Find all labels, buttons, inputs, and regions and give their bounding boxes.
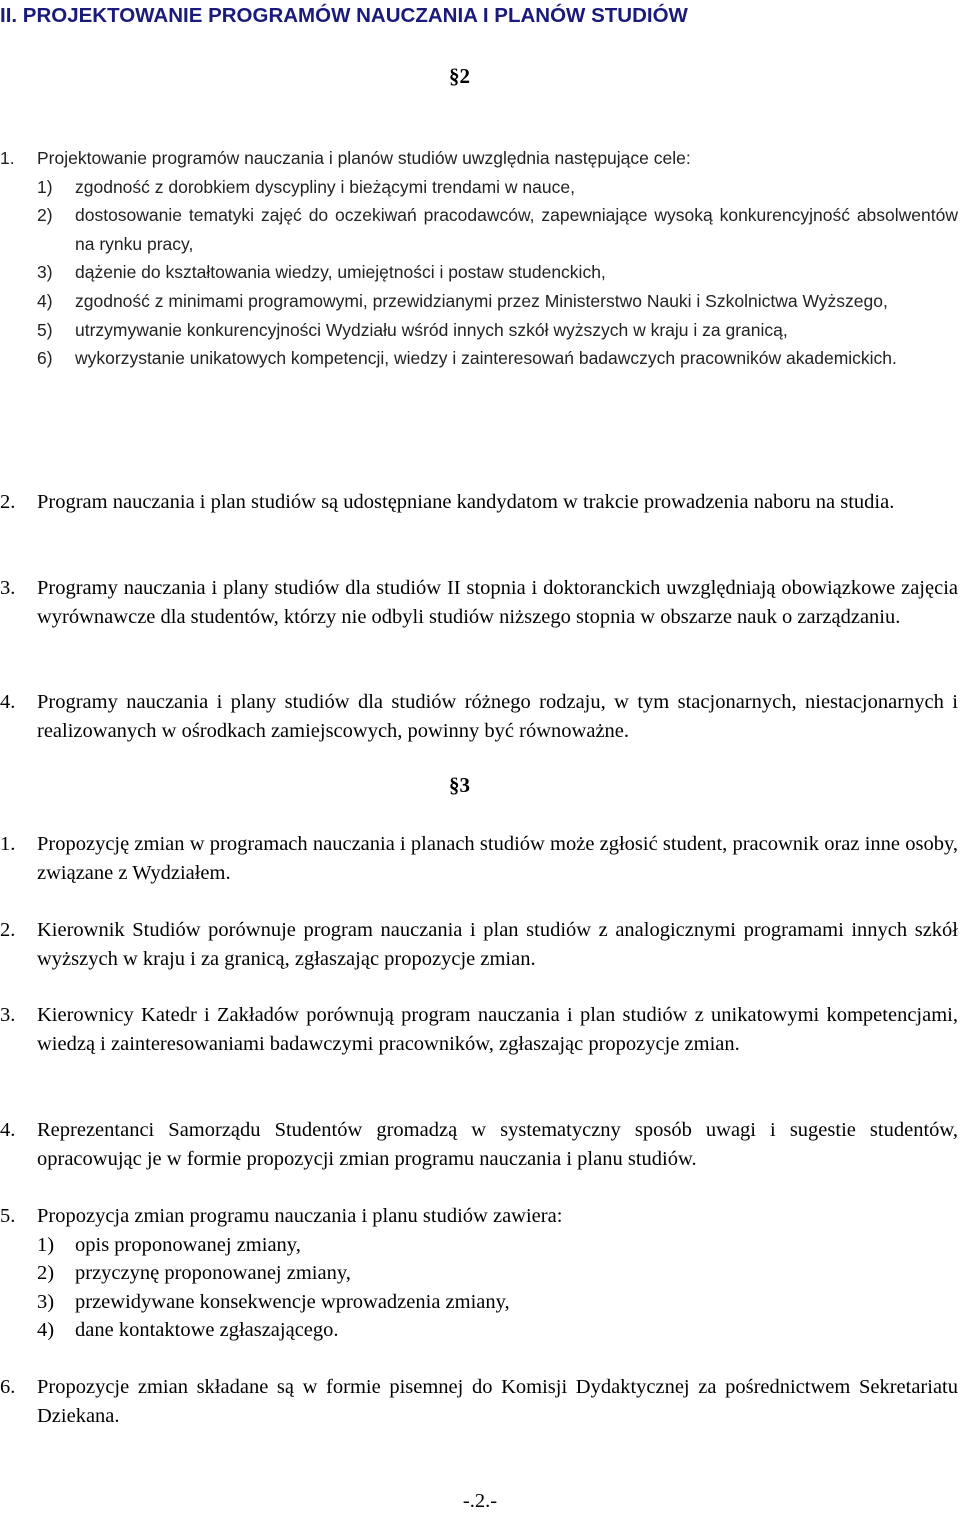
list-item bbox=[0, 1288, 958, 1317]
list-item bbox=[0, 173, 958, 202]
chapter-heading: II. PROJEKTOWANIE PROGRAMÓW NAUCZANIA I PLANÓW STUDIÓW bbox=[0, 4, 688, 27]
list-item-text: przyczynę proponowanej zmiany, bbox=[75, 1262, 351, 1284]
paragraph-text: Programy nauczania i plany studiów dla studiów II stopnia i doktoranckich uwzględniają obowiązkowe zajęcia wyrównawcze dla studentów, którzy nie odbyli studiów niższego stopnia w obszarze nauk o zarządzaniu. bbox=[37, 577, 958, 628]
list-item bbox=[0, 201, 958, 258]
list-item-number: 6) bbox=[37, 348, 53, 369]
list-item-text: dane kontaktowe zgłaszającego. bbox=[75, 1319, 339, 1341]
list-item-text: opis proponowanej zmiany, bbox=[75, 1233, 301, 1256]
section-title-2: §2 bbox=[449, 64, 470, 88]
section3-paragraph-4 bbox=[0, 1116, 958, 1173]
section2-paragraph-2 bbox=[0, 488, 958, 517]
paragraph-text: Projektowanie programów nauczania i planów studiów uwzględnia następujące cele: bbox=[37, 148, 691, 168]
section3-paragraph-5 bbox=[0, 1202, 958, 1345]
section3-paragraph-3 bbox=[0, 1001, 958, 1058]
list-item bbox=[0, 316, 958, 345]
list-item bbox=[0, 287, 958, 316]
list-item-number: 1) bbox=[37, 176, 53, 197]
list-item bbox=[0, 1316, 958, 1345]
list-item bbox=[0, 1231, 958, 1260]
list-item-number: 2) bbox=[37, 205, 53, 226]
list-item bbox=[0, 1259, 958, 1288]
list-item-number: 1) bbox=[37, 1233, 55, 1256]
list-item-text: zgodność z minimami programowymi, przewidzianymi przez Ministerstwo Nauki i Szkolnictwa Wyższego, bbox=[75, 290, 888, 311]
paragraph-number: 5. bbox=[0, 1205, 16, 1227]
paragraph-text: Program nauczania i plan studiów są udostępniane kandydatom w trakcie prowadzenia naboru na studia. bbox=[37, 491, 895, 513]
list-item-text: dążenie do kształtowania wiedzy, umiejętności i postaw studenckich, bbox=[75, 262, 606, 283]
section2-paragraph-3 bbox=[0, 574, 958, 631]
list-item-text: dostosowanie tematyki zajęć do oczekiwań pracodawców, zapewniające wysoką konkurencyjność absolwentów na rynku pracy, bbox=[75, 205, 958, 254]
section2-paragraph-4 bbox=[0, 688, 958, 745]
paragraph-number: 2. bbox=[0, 919, 16, 941]
paragraph-number: 1. bbox=[0, 833, 16, 855]
section3-paragraph-1 bbox=[0, 830, 958, 887]
paragraph-number: 1. bbox=[0, 148, 15, 168]
list-item-text: wykorzystanie unikatowych kompetencji, wiedzy i zainteresowań badawczych pracowników akademickich. bbox=[75, 348, 897, 369]
list-item-number: 3) bbox=[37, 1290, 55, 1313]
page-number-footer: -.2.- bbox=[462, 1490, 498, 1512]
list-item-number: 5) bbox=[37, 319, 53, 340]
list-item-text: utrzymywanie konkurencyjności Wydziału wśród innych szkół wyższych w kraju i za granicą, bbox=[75, 319, 788, 340]
list-item-number: 4) bbox=[37, 1319, 55, 1341]
list-item-number: 4) bbox=[37, 290, 53, 311]
paragraph-number: 3. bbox=[0, 1004, 16, 1026]
list-item-text: przewidywane konsekwencje wprowadzenia zmiany, bbox=[75, 1290, 510, 1313]
paragraph-text: Propozycje zmian składane są w formie pisemnej do Komisji Dydaktycznej za pośrednictwem Sekretariatu Dziekana. bbox=[37, 1376, 958, 1427]
list-item-text: zgodność z dorobkiem dyscypliny i bieżącymi trendami w nauce, bbox=[75, 176, 575, 197]
paragraph-text: Kierownicy Katedr i Zakładów porównują program nauczania i plan studiów z unikatowymi kompetencjami, wiedzą i zainteresowaniami badawczymi pracowników, zgłaszając propozycje zmian. bbox=[37, 1004, 958, 1055]
paragraph-number: 2. bbox=[0, 491, 16, 513]
section2-paragraph-1 bbox=[0, 144, 958, 373]
paragraph-text: Reprezentanci Samorządu Studentów gromadzą w systematyczny sposób uwagi i sugestie studentów, opracowując je w formie propozycji zmian programu nauczania i planu studiów. bbox=[37, 1119, 958, 1170]
list-item bbox=[0, 258, 958, 287]
paragraph-number: 3. bbox=[0, 577, 16, 599]
section-title-3: §3 bbox=[449, 773, 470, 797]
paragraph-text: Propozycję zmian w programach nauczania i planach studiów może zgłosić student, pracownik oraz inne osoby, związane z Wydziałem. bbox=[37, 833, 958, 884]
list-item bbox=[0, 344, 958, 373]
list-item-number: 2) bbox=[37, 1262, 55, 1284]
paragraph-text: Kierownik Studiów porównuje program nauczania i plan studiów z analogicznymi programami innych szkół wyższych w kraju i za granicą, zgłaszając propozycje zmian. bbox=[37, 919, 958, 970]
paragraph-text: Programy nauczania i plany studiów dla studiów różnego rodzaju, w tym stacjonarnych, niestacjonarnych i realizowanych w ośrodkach zamiejscowych, powinny być równoważne. bbox=[37, 691, 958, 742]
paragraph-number: 4. bbox=[0, 1119, 16, 1141]
paragraph-number: 6. bbox=[0, 1376, 16, 1398]
section3-paragraph-6 bbox=[0, 1373, 958, 1430]
section3-paragraph-2 bbox=[0, 916, 958, 973]
list-item-number: 3) bbox=[37, 262, 53, 283]
paragraph-text: Propozycja zmian programu nauczania i planu studiów zawiera: bbox=[37, 1205, 563, 1227]
paragraph-number: 4. bbox=[0, 691, 16, 713]
